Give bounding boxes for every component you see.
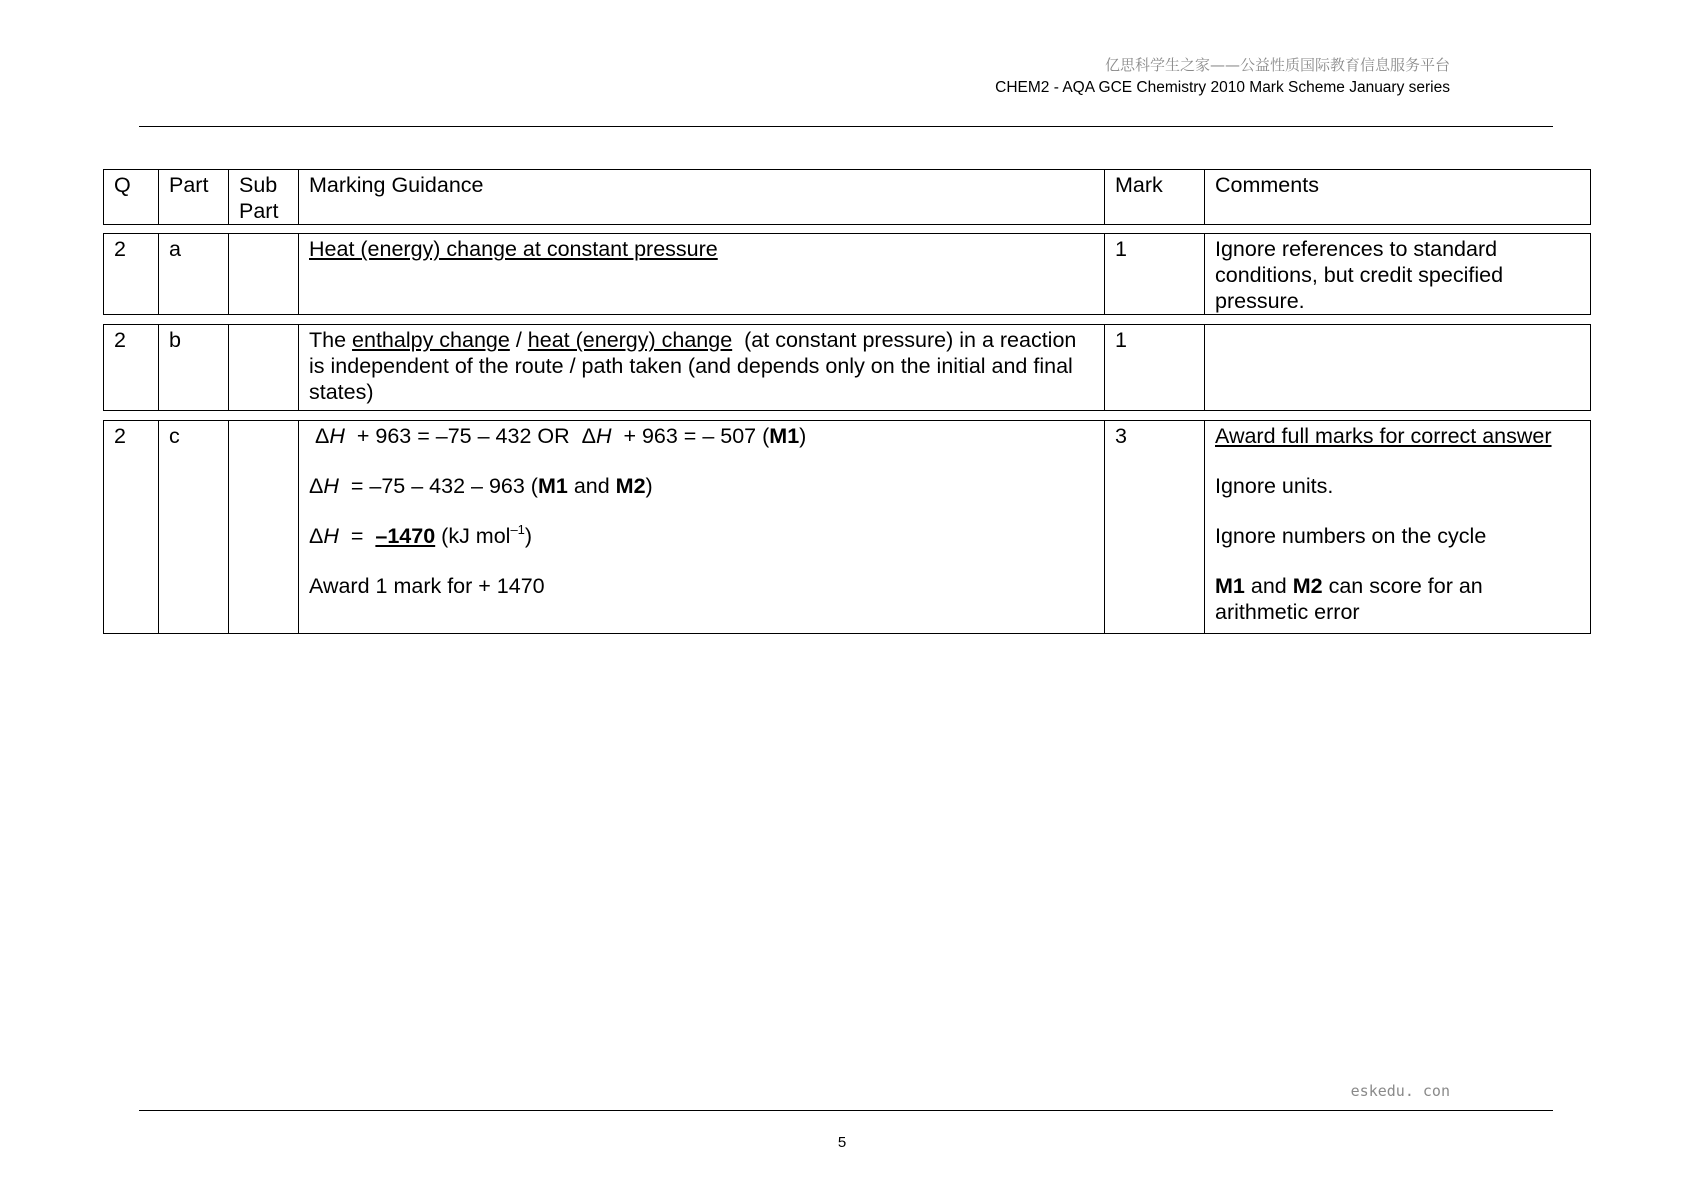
column-header-guidance: Marking Guidance [299,170,1105,225]
comment-line-2: Ignore units. [1215,474,1334,498]
cell-part: a [159,234,229,315]
delta-symbol: Δ [581,424,596,448]
unit-superscript: –1 [510,522,525,537]
cell-mark: 1 [1105,325,1205,411]
cell-guidance [299,325,1105,411]
column-header-part: Part [159,170,229,225]
and-text: and [573,474,610,498]
cell-comment [1205,421,1591,634]
footer-rule [139,1110,1553,1111]
comment-line-4 [1215,573,1580,625]
guidance-slash: / [515,328,522,352]
close-paren: ) [524,524,533,548]
cell-q: 2 [104,421,159,634]
question-2b-table [103,324,1591,411]
mark-scheme-header-table [103,169,1591,225]
comment-line-3: Ignore numbers on the cycle [1215,524,1487,548]
column-header-comments: Comments [1205,170,1591,225]
comment-line-4-rest: can score for an arithmetic error [1215,574,1483,624]
and-text: and [1250,574,1287,598]
delta-symbol: Δ [309,474,324,498]
guidance-text: Heat (energy) change at constant pressure [309,237,718,261]
comment-line-1: Award full marks for correct answer [1215,424,1552,448]
calc-line-3 [309,523,1094,549]
enthalpy-symbol: H [323,524,339,548]
column-header-sub-part [229,170,299,225]
calc-line-1 [309,423,1094,449]
mark-m1: M1 [1215,574,1245,598]
enthalpy-symbol: H [329,424,345,448]
document-title: CHEM2 - AQA GCE Chemistry 2010 Mark Scheme January series [995,79,1450,96]
column-header-mark: Mark [1105,170,1205,225]
sub-part-line-2: Part [239,199,279,223]
mark-m1: M1 [537,474,568,498]
footer-site-watermark: eskedu. con [1350,1082,1450,1100]
cell-guidance [299,234,1105,315]
page-number: 5 [837,1134,847,1151]
cell-guidance [299,421,1105,634]
delta-symbol: Δ [309,524,324,548]
unit-text: (kJ mol [441,524,511,548]
cell-mark: 3 [1105,421,1205,634]
calc-line-1-b: + 963 = – 507 ( [623,424,770,448]
table-row [104,234,1591,315]
header-rule [139,126,1553,127]
equals-sign: = [350,524,364,548]
final-answer: –1470 [375,524,436,548]
calc-line-2 [309,473,1094,499]
calc-line-1-a: + 963 = –75 – 432 OR [356,424,570,448]
cell-mark: 1 [1105,234,1205,315]
cell-comment [1205,325,1591,411]
guidance-enthalpy-change: enthalpy change [352,328,510,352]
header-row [104,170,1591,225]
calc-line-4: Award 1 mark for + 1470 [309,574,545,598]
cell-q: 2 [104,325,159,411]
delta-symbol: Δ [314,424,330,448]
close-paren: ) [645,474,653,498]
cell-sub-part [229,234,299,315]
cell-part: b [159,325,229,411]
cell-q: 2 [104,234,159,315]
cell-part: c [159,421,229,634]
cell-sub-part [229,325,299,411]
mark-m2: M2 [615,474,646,498]
question-2a-table [103,233,1591,315]
question-2c-table [103,420,1591,634]
cell-sub-part [229,421,299,634]
enthalpy-symbol: H [323,474,339,498]
sub-part-line-1: Sub [239,173,278,197]
guidance-heat-change: heat (energy) change [527,328,733,352]
table-row [104,421,1591,634]
close-paren: ) [799,424,807,448]
guidance-rest: (at constant pressure) in a reaction is independent of the route / path taken (and depends only on the initial and final states) [309,328,1077,404]
enthalpy-symbol: H [595,424,612,448]
mark-m1: M1 [769,424,800,448]
calc-line-2-a: = –75 – 432 – 963 ( [350,474,538,498]
mark-m2: M2 [1292,574,1323,598]
guidance-the: The [309,328,347,352]
table-row [104,325,1591,411]
header-watermark: 亿思科学生之家——公益性质国际教育信息服务平台 [1104,56,1450,74]
column-header-q: Q [104,170,159,225]
cell-comment: Ignore references to standard conditions, but credit specified pressure. [1205,234,1591,315]
